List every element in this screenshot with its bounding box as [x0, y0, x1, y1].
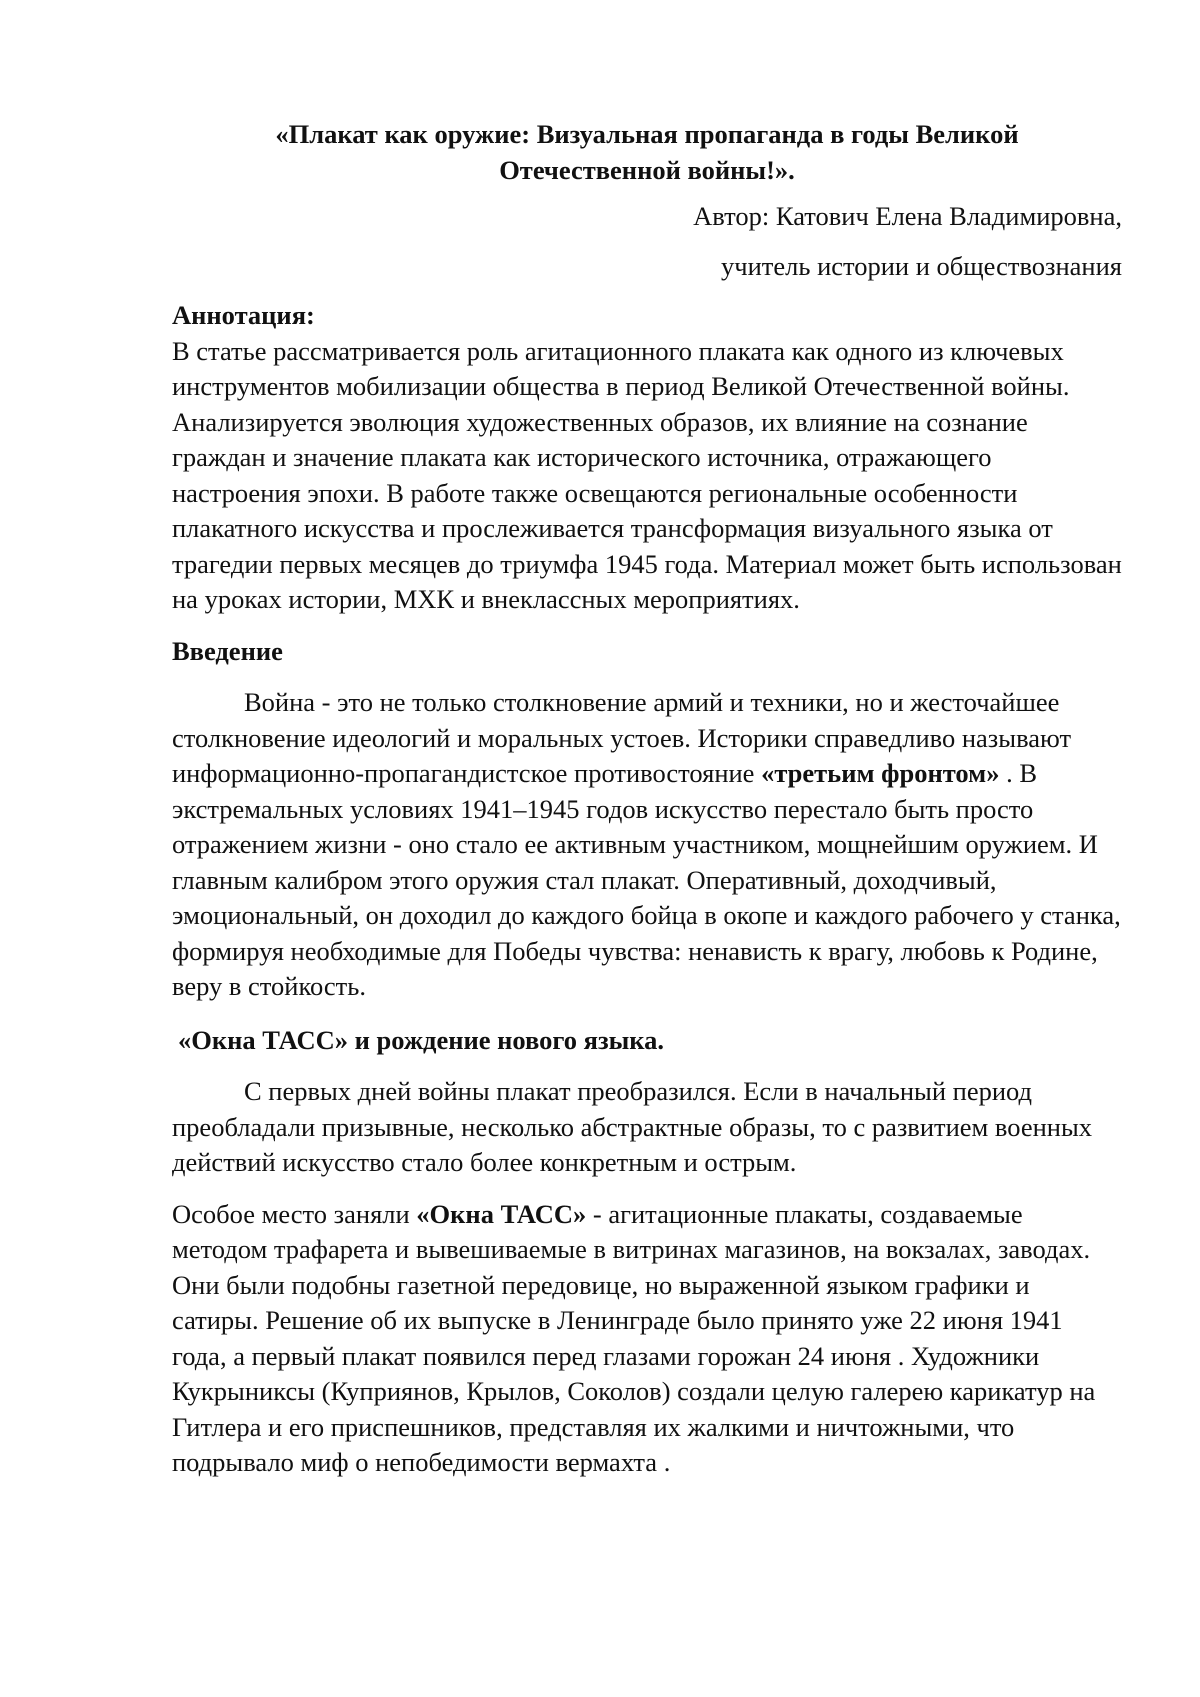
tass-paragraph-1: С первых дней войны плакат преобразился. Если в начальный период преобладали призывные, несколько абстрактные образы, то с развитием военных действий искусство стало более конкретным и острым. [172, 1076, 1093, 1177]
intro-heading: Введение [172, 635, 283, 666]
intro-bold-phrase: «третьим фронтом» [761, 758, 1000, 788]
title-line-1: «Плакат как оружие: Визуальная пропаганда в годы Великой [275, 119, 1019, 149]
document-title [172, 116, 1122, 188]
title-line-2: Отечественной войны!». [499, 155, 795, 185]
tass-paragraph-2 [172, 1197, 1122, 1481]
author-position: учитель истории и обществознания [721, 251, 1122, 281]
tass-heading: «Окна ТАСС» и рождение нового языка. [178, 1024, 665, 1055]
intro-paragraph [172, 685, 1122, 1005]
intro-text-part2: . В экстремальных условиях 1941–1945 годов искусство перестало быть просто отражением жизни - оно стало ее активным участником, мощнейшим оружием. И главным калибром этого оружия стал плакат. Оперативный, доходчивый, эмоциональный, он доходил до каждого бойца в окопе и каждого рабочего у станка, формируя необходимые для Победы чувства: ненависть к врагу, любовь к Родине, веру в стойкость. [172, 758, 1121, 1001]
intro-text-part1: Война - это не только столкновение армий и техники, но и жесточайшее столкновение идеологий и моральных устоев. Историки справедливо называют информационно-пропагандистское противостояние [172, 687, 1072, 788]
author-name: Автор: Катович Елена Владимировна, [693, 201, 1122, 231]
tass-text-rest: - агитационные плакаты, создаваемые методом трафарета и вывешиваемые в витринах магазинов, на вокзалах, заводах. Они были подобны газетной передовице, но выраженной языком графики и сатиры. Решение об их выпуске в Ленинграде было принято уже 22 июня 1941 года, а первый плакат появился перед глазами горожан 24 июня . Художники Кукрыниксы (Куприянов, Крылов, Соколов) создали целую галерею карикатур на Гитлера и его приспешников, представляя их жалкими и ничтожными, что подрывало миф о непобедимости вермахта . [172, 1198, 1096, 1477]
annotation-heading: Аннотация: [172, 300, 315, 330]
annotation-text: В статье рассматривается роль агитационного плаката как одного из ключевых инструментов мобилизации общества в период Великой Отечественной войны. Анализируется эволюция художественных образов, их влияние на сознание граждан и значение плаката как исторического источника, отражающего настроения эпохи. В работе также освещаются региональные особенности плакатного искусства и прослеживается трансформация визуального языка от трагедии первых месяцев до триумфа 1945 года. Материал может быть использован на уроках истории, МХК и внеклассных мероприятиях. [172, 335, 1122, 614]
document-body [172, 116, 1122, 1481]
tass-bold-phrase: «Окна ТАСС» [416, 1198, 587, 1229]
tass-text-start: Особое место заняли [172, 1198, 417, 1229]
